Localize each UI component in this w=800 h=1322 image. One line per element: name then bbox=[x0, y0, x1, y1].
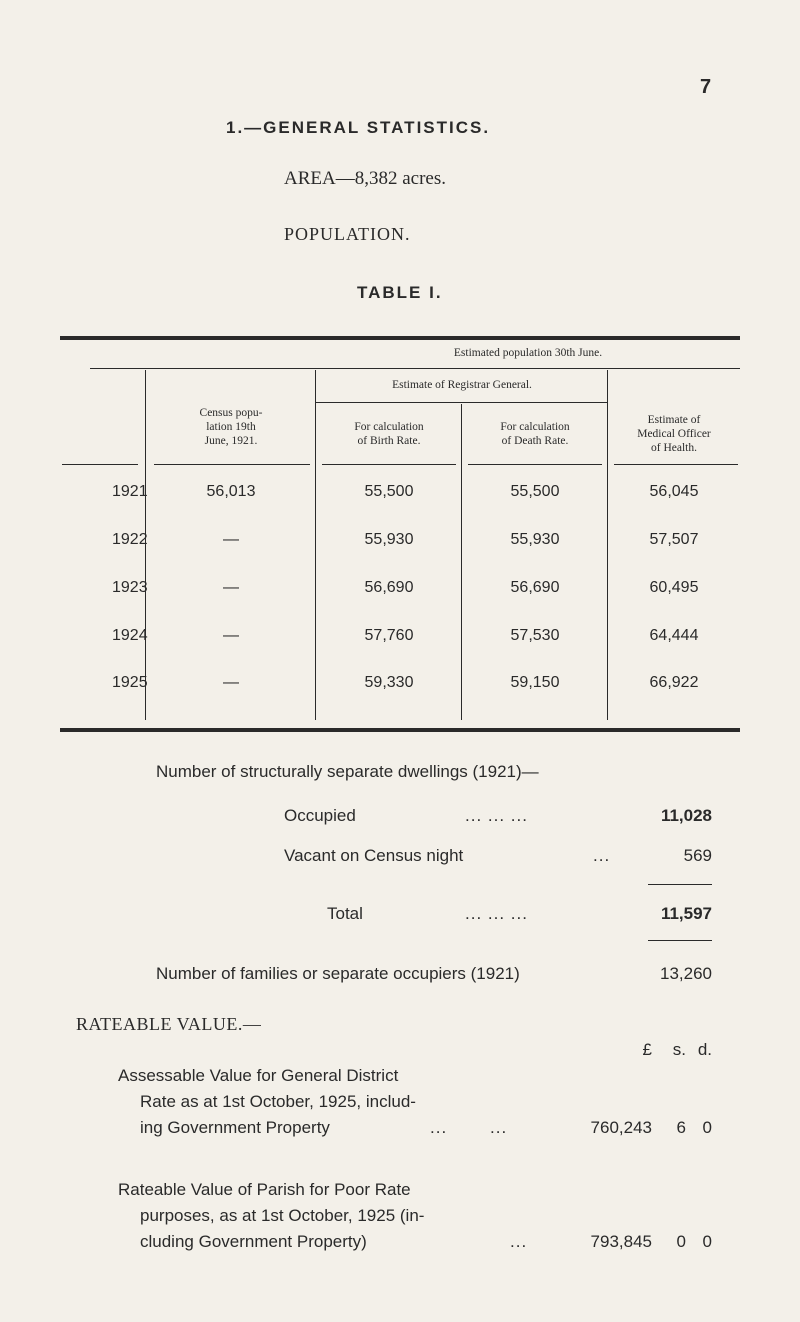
death-rate-cell: 55,500 bbox=[510, 483, 560, 500]
leader-dots: ... ... ... bbox=[465, 904, 528, 923]
vacant-value: 569 bbox=[683, 846, 712, 865]
medical-officer-cell: 64,444 bbox=[649, 627, 699, 644]
population-heading: POPULATION. bbox=[284, 224, 411, 244]
death-rate-cell: 59,150 bbox=[510, 674, 560, 691]
year-cell: 1924 bbox=[112, 627, 148, 644]
parish-pence: 0 bbox=[702, 1232, 712, 1251]
leader-dots: ... ... ... bbox=[465, 806, 528, 825]
sum-rule bbox=[648, 884, 712, 885]
census-cell: 56,013 bbox=[206, 483, 256, 500]
dwellings-heading: Number of structurally separate dwellings (1921)— bbox=[156, 762, 539, 781]
families-label: Number of families or separate occupiers (1921) bbox=[156, 964, 520, 983]
total-value: 11,597 bbox=[660, 904, 712, 923]
vacant-label: Vacant on Census night bbox=[284, 846, 464, 865]
medical-officer-cell: 66,922 bbox=[649, 674, 699, 691]
medical-officer-cell: 57,507 bbox=[649, 531, 699, 548]
death-rate-cell: 55,930 bbox=[510, 531, 560, 548]
parish-line-1: Rateable Value of Parish for Poor Rate bbox=[118, 1180, 411, 1199]
table-top-rule bbox=[60, 336, 740, 340]
birth-rate-cell: 55,500 bbox=[364, 483, 414, 500]
medical-officer-cell: 60,495 bbox=[649, 579, 699, 596]
census-cell: — bbox=[223, 579, 239, 596]
census-cell: — bbox=[223, 627, 239, 644]
census-header: Census popu- lation 19th June, 1921. bbox=[199, 407, 263, 447]
death-rate-header: For calculation of Death Rate. bbox=[500, 421, 570, 447]
occupied-value: 11,028 bbox=[660, 806, 712, 825]
estimated-header: Estimated population 30th June. bbox=[453, 347, 603, 359]
leader-dots: ... bbox=[490, 1118, 508, 1137]
death-rate-cell: 57,530 bbox=[510, 627, 560, 644]
parish-line-3: cluding Government Property) bbox=[140, 1232, 367, 1251]
header-rule bbox=[90, 368, 740, 369]
header-underline-death bbox=[468, 464, 602, 465]
table-bottom-rule bbox=[60, 728, 740, 732]
families-value: 13,260 bbox=[660, 964, 712, 983]
pence-column-header: d. bbox=[697, 1040, 712, 1059]
leader-dots: ... bbox=[593, 846, 611, 865]
medical-officer-cell: 56,045 bbox=[649, 483, 699, 500]
header-underline-birth bbox=[322, 464, 456, 465]
assessable-pence: 0 bbox=[702, 1118, 712, 1137]
assessable-shillings: 6 bbox=[676, 1118, 686, 1137]
year-cell: 1925 bbox=[112, 674, 148, 691]
assessable-line-2: Rate as at 1st October, 1925, includ- bbox=[140, 1092, 416, 1111]
area-line: AREA—8,382 acres. bbox=[284, 168, 446, 189]
year-cell: 1923 bbox=[112, 579, 148, 596]
registrar-rule bbox=[316, 402, 608, 403]
page-number: 7 bbox=[700, 76, 712, 98]
registrar-header: Estimate of Registrar General. bbox=[392, 379, 532, 391]
assessable-line-1: Assessable Value for General District bbox=[118, 1066, 399, 1085]
parish-line-2: purposes, as at 1st October, 1925 (in- bbox=[140, 1206, 425, 1225]
shillings-column-header: s. bbox=[672, 1040, 686, 1059]
birth-rate-cell: 56,690 bbox=[364, 579, 414, 596]
total-label: Total bbox=[327, 904, 363, 923]
parish-pounds: 793,845 bbox=[590, 1232, 652, 1251]
year-cell: 1922 bbox=[112, 531, 148, 548]
total-rule bbox=[648, 940, 712, 941]
medical-officer-header: Estimate of Medical Officer of Health. bbox=[637, 414, 711, 454]
assessable-line-3: ing Government Property bbox=[140, 1118, 330, 1137]
year-cell: 1921 bbox=[112, 483, 148, 500]
table-title: TABLE I. bbox=[357, 283, 443, 302]
parish-shillings: 0 bbox=[676, 1232, 686, 1251]
birth-rate-cell: 57,760 bbox=[364, 627, 414, 644]
leader-dots: ... bbox=[510, 1232, 528, 1251]
column-divider bbox=[461, 404, 462, 720]
assessable-pounds: 760,243 bbox=[590, 1118, 652, 1137]
birth-rate-header: For calculation of Birth Rate. bbox=[354, 421, 424, 447]
header-underline-year bbox=[62, 464, 138, 465]
census-cell: — bbox=[223, 531, 239, 548]
pounds-column-header: £ bbox=[642, 1040, 652, 1059]
birth-rate-cell: 59,330 bbox=[364, 674, 414, 691]
census-cell: — bbox=[223, 674, 239, 691]
rateable-heading: RATEABLE VALUE.— bbox=[76, 1014, 262, 1034]
death-rate-cell: 56,690 bbox=[510, 579, 560, 596]
header-underline-moh bbox=[614, 464, 738, 465]
birth-rate-cell: 55,930 bbox=[364, 531, 414, 548]
occupied-label: Occupied bbox=[284, 806, 356, 825]
section-heading: 1.—GENERAL STATISTICS. bbox=[226, 118, 491, 137]
leader-dots: ... bbox=[430, 1118, 448, 1137]
header-underline-census bbox=[154, 464, 310, 465]
